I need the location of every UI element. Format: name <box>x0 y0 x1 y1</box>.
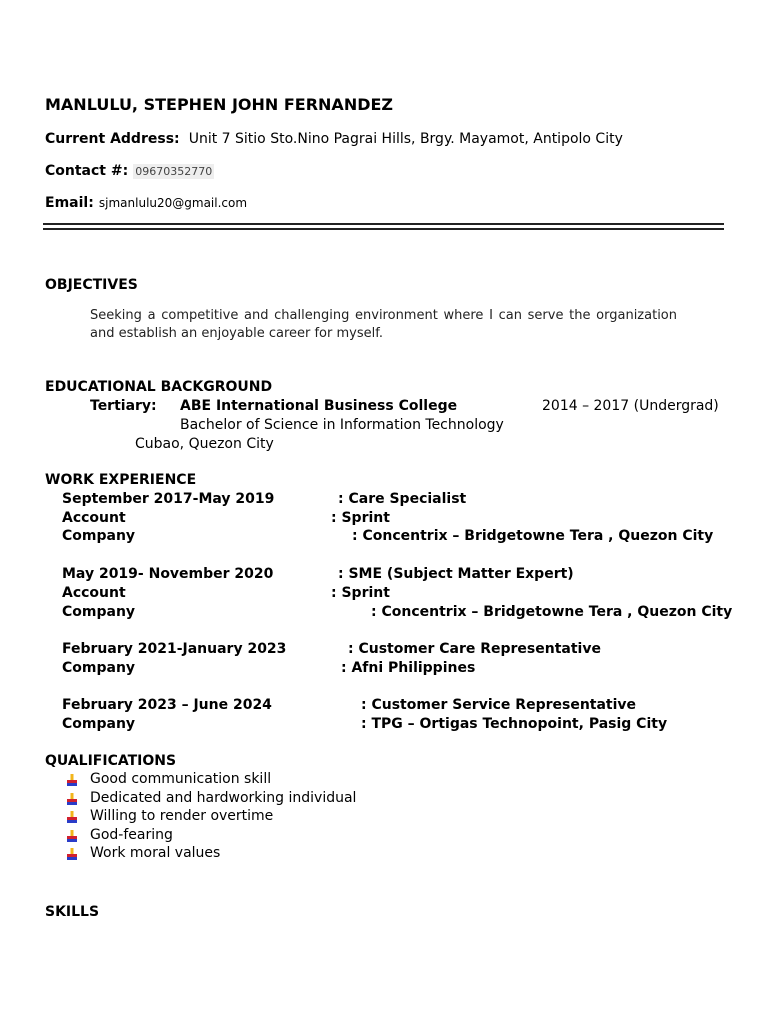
address-line <box>45 128 623 147</box>
qualifications-list <box>64 771 356 864</box>
contact-line <box>45 160 214 179</box>
list-item <box>64 771 356 790</box>
qualification-text: Work moral values <box>90 845 221 862</box>
list-item <box>64 808 356 827</box>
hand-pointing-icon <box>66 811 78 823</box>
email-label: Email: <box>45 195 94 211</box>
job-position: : Care Specialist <box>338 491 467 507</box>
qualifications-heading: QUALIFICATIONS <box>45 753 177 769</box>
qualification-text: Good communication skill <box>90 771 272 787</box>
job-period: May 2019- November 2020 <box>62 566 274 582</box>
job-company: : Concentrix – Bridgetowne Tera , Quezon City <box>352 528 714 544</box>
header-divider-bottom <box>43 228 724 230</box>
education-years: 2014 – 2017 (Undergrad) <box>542 398 719 414</box>
header-divider-top <box>43 223 724 225</box>
qualification-text: God-fearing <box>90 826 173 843</box>
skills-heading: SKILLS <box>45 904 100 920</box>
job-position: : Customer Care Representative <box>348 641 601 657</box>
job-account-label: Account <box>62 510 126 526</box>
job-account: : Sprint <box>331 510 390 526</box>
job-position: : Customer Service Representative <box>361 697 637 713</box>
job-account: : Sprint <box>331 585 390 601</box>
education-course: Bachelor of Science in Information Technology <box>180 417 504 433</box>
job-period: February 2021-January 2023 <box>62 641 287 657</box>
hand-pointing-icon <box>66 848 78 860</box>
job-company-label: Company <box>62 660 136 676</box>
objectives-text: Seeking a competitive and challenging environment where I can serve the organization and establish an enjoyable career for myself. <box>90 308 677 341</box>
job-company-label: Company <box>62 716 136 732</box>
list-item <box>64 845 356 864</box>
hand-pointing-icon <box>66 830 78 842</box>
job-position: : SME (Subject Matter Expert) <box>338 566 574 582</box>
email-value: sjmanlulu20@gmail.com <box>98 196 248 210</box>
education-level: Tertiary: <box>90 398 157 414</box>
job-company-label: Company <box>62 604 136 620</box>
work-heading: WORK EXPERIENCE <box>45 472 197 488</box>
applicant-name: MANLULU, STEPHEN JOHN FERNANDEZ <box>45 95 394 114</box>
address-label: Current Address: <box>45 131 180 147</box>
education-location: Cubao, Quezon City <box>135 436 274 452</box>
job-period: February 2023 – June 2024 <box>62 697 272 713</box>
job-period: September 2017-May 2019 <box>62 491 275 507</box>
job-company: : Afni Philippines <box>341 660 476 676</box>
job-company: : TPG – Ortigas Technopoint, Pasig City <box>361 716 668 732</box>
list-item <box>64 790 356 809</box>
qualification-text: Dedicated and hardworking individual <box>90 789 357 806</box>
job-company: : Concentrix – Bridgetowne Tera , Quezon City <box>371 604 733 620</box>
qualification-text: Willing to render overtime <box>90 808 274 825</box>
job-account-label: Account <box>62 585 126 601</box>
address-value: Unit 7 Sitio Sto.Nino Pagrai Hills, Brgy. Mayamot, Antipolo City <box>188 131 623 147</box>
hand-pointing-icon <box>66 793 78 805</box>
objectives-heading: OBJECTIVES <box>45 277 138 293</box>
education-school: ABE International Business College <box>180 398 458 414</box>
contact-label: Contact #: <box>45 163 129 179</box>
job-company-label: Company <box>62 528 136 544</box>
education-heading: EDUCATIONAL BACKGROUND <box>45 379 273 395</box>
email-line <box>45 192 247 211</box>
hand-pointing-icon <box>66 774 78 786</box>
list-item <box>64 827 356 846</box>
contact-value: 09670352770 <box>135 165 213 178</box>
